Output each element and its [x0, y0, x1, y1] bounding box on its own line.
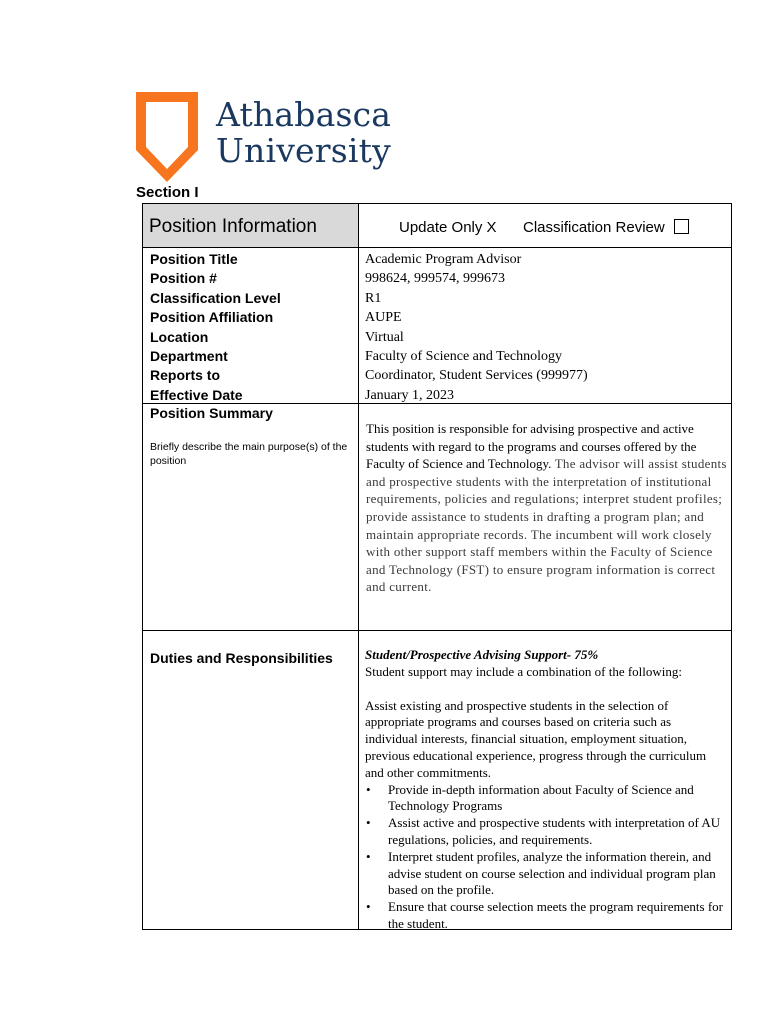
position-info-table [142, 203, 732, 930]
duties-heading: Student/Prospective Advising Support- 75% [365, 647, 599, 662]
field-value: Virtual [365, 329, 404, 345]
field-value: Academic Program Advisor [365, 252, 522, 267]
field-label: Reports to [150, 367, 220, 384]
field-label: Classification Level [150, 289, 281, 306]
athabasca-logo [136, 92, 396, 184]
summary-text-part: The advisor will assist students and prospective students with the interpretation of institutional requirements, policies and regulations; interpret student profiles; provide assistance to students in drafting a program plan; and maintain appropriate records. The incumbent will work closely with other support staff members within the Faculty of Science and Technology (FST) to ensure program information is correct and current. [366, 456, 727, 595]
list-item [365, 815, 727, 849]
field-label: Position Affiliation [150, 309, 274, 326]
duties-bullet-list [365, 782, 727, 933]
update-only-option[interactable]: Update Only X [399, 219, 497, 236]
duties-paragraph: Assist existing and prospective students in the selection of appropriate programs and courses based on criteria such as individual interests, financial situation, employment situation, previous educational experience, progress through the curriculum and other commitments. [365, 697, 707, 780]
duties-content [365, 647, 727, 933]
bullet-icon: • [366, 781, 371, 797]
position-summary-text [366, 420, 728, 596]
field-label: Position Title [150, 251, 238, 267]
position-summary-label: Position Summary [150, 405, 273, 421]
section-label: Section I [136, 184, 199, 201]
position-summary-hint: Briefly describe the main purpose(s) of the position [150, 441, 348, 467]
column-divider [358, 204, 359, 929]
list-item [365, 782, 727, 816]
list-item-text: Ensure that course selection meets the program requirements for the student. [388, 899, 723, 931]
field-value: R1 [365, 290, 382, 306]
field-label: Location [150, 328, 209, 345]
list-item-text: Interpret student profiles, analyze the information therein, and advise student on course selection and individual program plan based on the profile. [388, 848, 716, 898]
field-value: Faculty of Science and Technology [365, 349, 563, 365]
bullet-icon: • [366, 848, 371, 864]
list-item-text: Assist active and prospective students with interpretation of AU regulations, policies, and requirements. [388, 815, 721, 847]
duties-label: Duties and Responsibilities [150, 650, 333, 666]
field-label: Effective Date [150, 386, 243, 403]
list-item [365, 899, 727, 933]
field-labels [150, 250, 281, 405]
list-item [365, 849, 727, 899]
logo-text-university: University [216, 131, 391, 170]
summary-text-part: This position is responsible for advising prospective and active students with regard to the programs and courses offered by the Faculty of Science and Technology. [366, 421, 697, 472]
classification-review-label: Classification Review [523, 219, 665, 236]
field-label: Position # [150, 270, 217, 287]
bullet-icon: • [366, 815, 371, 831]
field-values [365, 250, 588, 405]
classification-review-checkbox[interactable] [674, 219, 689, 234]
field-label: Department [150, 348, 228, 365]
field-value: Coordinator, Student Services (999977) [365, 368, 588, 384]
shield-logo-icon [136, 92, 198, 182]
list-item-text: Provide in-depth information about Faculty of Science and Technology Programs [388, 781, 694, 814]
position-information-title: Position Information [149, 216, 317, 237]
logo-text-athabasca: Athabasca [216, 95, 392, 134]
row-divider [143, 630, 731, 631]
field-value: AUPE [365, 310, 402, 326]
field-value: 998624, 999574, 999673 [365, 271, 505, 287]
duties-intro: Student support may include a combination of the following: [365, 663, 683, 679]
row-divider [143, 247, 731, 248]
bullet-icon: • [366, 899, 371, 915]
field-value: January 1, 2023 [365, 387, 455, 403]
